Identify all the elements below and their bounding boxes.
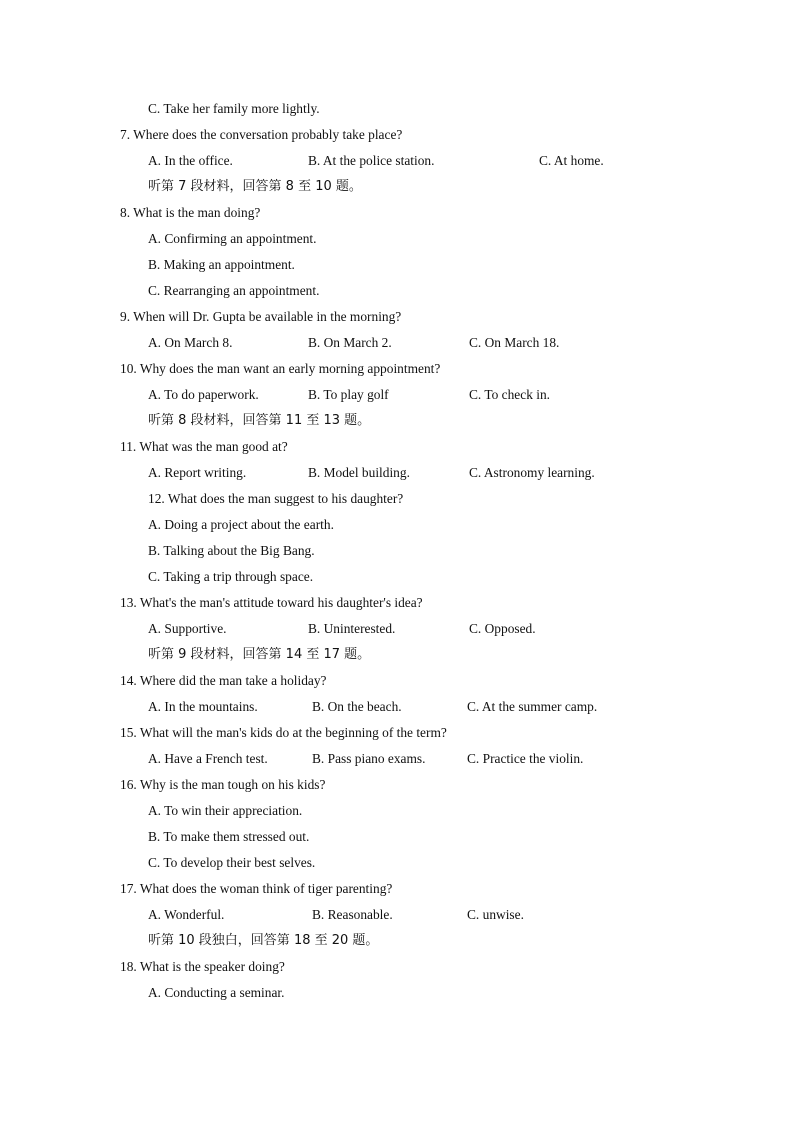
answer-option: C. At the summer camp.: [467, 699, 598, 714]
exam-line: C. To develop their best selves.: [148, 855, 316, 870]
answer-option: C. unwise.: [467, 907, 524, 922]
exam-line: A. Conducting a seminar.: [148, 985, 285, 1000]
answer-option: C. To check in.: [469, 387, 551, 402]
answer-option: C. Opposed.: [469, 621, 536, 636]
answer-option: A. Wonderful.: [148, 907, 225, 922]
exam-line: A. Doing a project about the earth.: [148, 517, 334, 532]
exam-line: C. Take her family more lightly.: [148, 101, 320, 116]
section-instruction: 听第 8 段材料，回答第 11 至 13 题。: [148, 413, 371, 428]
exam-line: 18. What is the speaker doing?: [120, 959, 285, 974]
exam-line: 8. What is the man doing?: [120, 205, 261, 220]
answer-option: C. Astronomy learning.: [469, 465, 595, 480]
exam-line: 12. What does the man suggest to his daughter?: [148, 491, 404, 506]
exam-line: 9. When will Dr. Gupta be available in the morning?: [120, 309, 402, 324]
answer-option: A. In the office.: [148, 153, 233, 168]
answer-option: B. On the beach.: [312, 699, 402, 714]
exam-line: C. Taking a trip through space.: [148, 569, 314, 584]
answer-option: C. Practice the violin.: [467, 751, 584, 766]
exam-line: 17. What does the woman think of tiger parenting?: [120, 881, 393, 896]
exam-line: 7. Where does the conversation probably take place?: [120, 127, 403, 142]
exam-line: B. Making an appointment.: [148, 257, 295, 272]
answer-option: B. Model building.: [308, 465, 410, 480]
exam-line: 10. Why does the man want an early morning appointment?: [120, 361, 441, 376]
exam-line: 14. Where did the man take a holiday?: [120, 673, 327, 688]
answer-option: B. Reasonable.: [312, 907, 393, 922]
answer-option: A. Supportive.: [148, 621, 227, 636]
answer-option: A. On March 8.: [148, 335, 233, 350]
section-instruction: 听第 7 段材料，回答第 8 至 10 题。: [148, 179, 362, 194]
answer-option: C. On March 18.: [469, 335, 560, 350]
answer-option: A. To do paperwork.: [148, 387, 259, 402]
exam-line: 16. Why is the man tough on his kids?: [120, 777, 326, 792]
exam-line: 13. What's the man's attitude toward his daughter's idea?: [120, 595, 423, 610]
answer-option: B. On March 2.: [308, 335, 392, 350]
answer-option: A. Report writing.: [148, 465, 247, 480]
answer-option: C. At home.: [539, 153, 604, 168]
answer-option: B. At the police station.: [308, 153, 435, 168]
exam-line: B. To make them stressed out.: [148, 829, 310, 844]
exam-line: A. To win their appreciation.: [148, 803, 303, 818]
exam-line: 11. What was the man good at?: [120, 439, 288, 454]
answer-option: B. To play golf: [308, 387, 389, 402]
section-instruction: 听第 9 段材料，回答第 14 至 17 题。: [148, 647, 371, 662]
exam-line: 15. What will the man's kids do at the beginning of the term?: [120, 725, 447, 740]
exam-line: A. Confirming an appointment.: [148, 231, 317, 246]
answer-option: A. In the mountains.: [148, 699, 258, 714]
answer-option: A. Have a French test.: [148, 751, 268, 766]
exam-line: B. Talking about the Big Bang.: [148, 543, 315, 558]
answer-option: B. Pass piano exams.: [312, 751, 426, 766]
answer-option: B. Uninterested.: [308, 621, 396, 636]
section-instruction: 听第 10 段独白，回答第 18 至 20 题。: [148, 933, 379, 948]
exam-line: C. Rearranging an appointment.: [148, 283, 320, 298]
